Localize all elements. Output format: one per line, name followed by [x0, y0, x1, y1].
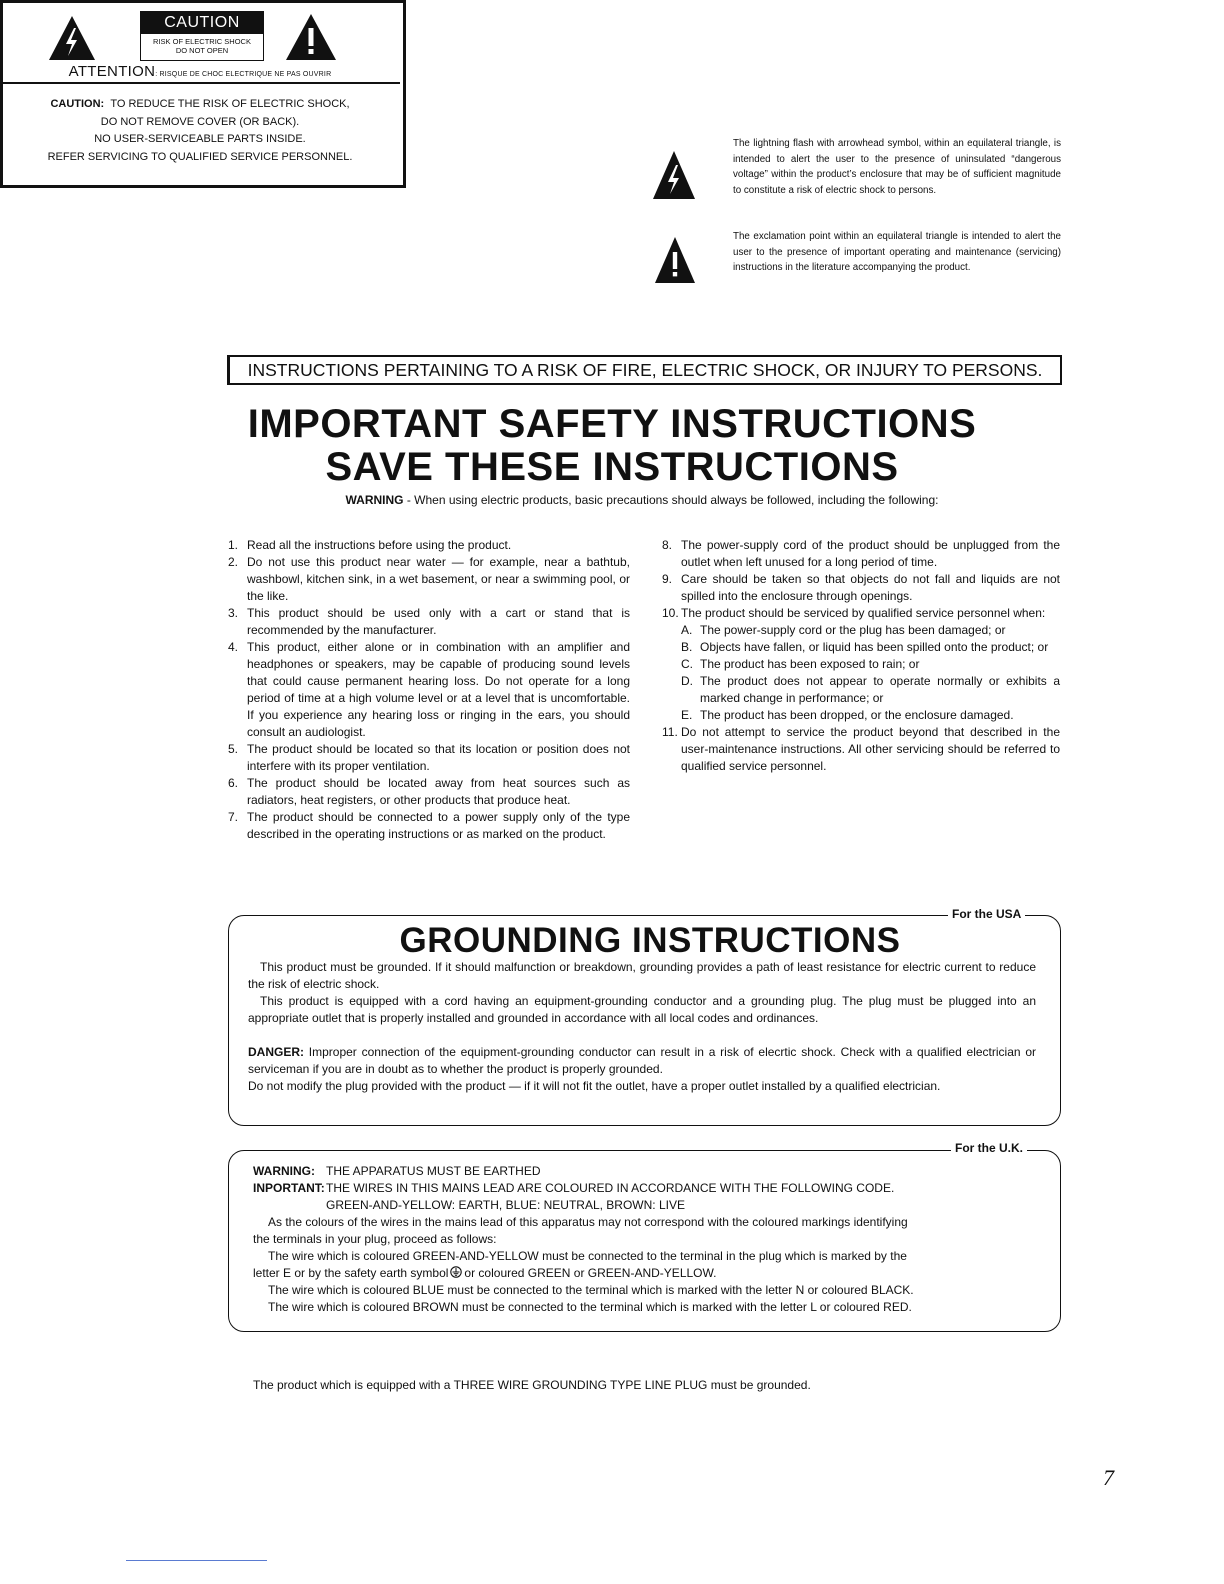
- sub-item-letter: B.: [681, 640, 693, 654]
- attention-line: [0, 63, 400, 81]
- grounding-para-4: Do not modify the plug provided with the product — if it will not fit the outlet, have a proper outlet installed by a qualified electrician.: [248, 1079, 941, 1093]
- instructions-right-column: [662, 537, 1060, 775]
- uk-line-2: the terminals in your plug, proceed as follows:: [253, 1232, 497, 1246]
- item-text: Do not attempt to service the product beyond that described in the user-maintenance instructions. All other servicing should be referred to qualified service personnel.: [681, 725, 1060, 773]
- list-item: [228, 741, 630, 775]
- list-item: [228, 639, 630, 741]
- grounding-title: GROUNDING INSTRUCTIONS: [399, 921, 901, 960]
- uk-warning-text: THE APPARATUS MUST BE EARTHED: [326, 1164, 541, 1178]
- item-text: This product, either alone or in combination with an amplifier and headphones or speakers, may be capable of producing sound levels that could cause permanent hearing loss. Do not operate for a long period of time at a high volume level or at a level that is uncomfortable. If you experience any hearing loss or ringing in the ears, you should consult an audiologist.: [247, 640, 630, 739]
- sub-item-letter: A.: [681, 623, 693, 637]
- warning-line: [0, 493, 1224, 507]
- uk-line-1: As the colours of the wires in the mains lead of this apparatus may not correspond with the coloured markings identifying: [268, 1215, 908, 1229]
- do-not-open-text: DO NOT OPEN: [175, 46, 229, 55]
- sub-item-text: The product has been exposed to rain; or: [700, 657, 920, 671]
- warning-text: - When using electric products, basic precautions should always be followed, including the following:: [403, 493, 939, 507]
- sub-item-letter: D.: [681, 674, 693, 688]
- uk-line-3: The wire which is coloured GREEN-AND-YELLOW must be connected to the terminal in the plug which is marked by the: [268, 1249, 907, 1263]
- caution-label-header: [0, 0, 400, 84]
- list-item: [662, 537, 1060, 571]
- item-number: 11.: [662, 725, 678, 739]
- footer-note: The product which is equipped with a THREE WIRE GROUNDING TYPE LINE PLUG must be grounded.: [253, 1378, 811, 1392]
- sub-item-letter: C.: [681, 657, 693, 671]
- danger-text: Improper connection of the equipment-grounding conductor can result in a risk of elecrtic shock. Check with a qualified electrician or serviceman if you are in doubt as to whether the product is properly grounded.: [248, 1045, 1036, 1076]
- caution-line-2: DO NOT REMOVE COVER (OR BACK).: [100, 115, 300, 128]
- sub-item: [681, 673, 1060, 707]
- caution-line-3: NO USER-SERVICEABLE PARTS INSIDE.: [94, 133, 306, 145]
- exclamation-symbol-text: The exclamation point within an equilateral triangle is intended to alert the user to the presence of important operating and maintenance (servicing) instructions in the literature accompanying the product.: [733, 231, 1061, 273]
- item-number: 1.: [228, 538, 239, 552]
- sub-item: [681, 639, 1060, 656]
- list-item: [662, 605, 1060, 622]
- grounding-body: [248, 959, 1036, 1095]
- list-item: [228, 605, 630, 639]
- caution-label-box: [0, 0, 406, 188]
- uk-line-4: [253, 1265, 717, 1282]
- lightning-symbol-text: The lightning flash with arrowhead symbol, within an equilateral triangle, is intended to alert the user to the presence of uninsulated “dangerous voltage” within the product’s enclosure that may be of sufficient magnitude to constitute a risk of electric shock to persons.: [733, 138, 1061, 196]
- item-text: Care should be taken so that objects do not fall and liquids are not spilled into the enclosure through openings.: [681, 572, 1060, 603]
- title-save-instructions: SAVE THESE INSTRUCTIONS: [325, 445, 899, 489]
- item-text: The product should be located away from heat sources such as radiators, heat registers, or other products that produce heat.: [247, 776, 630, 807]
- caution-body-line: [0, 96, 400, 114]
- exclamation-symbol-icon: [655, 237, 695, 283]
- uk-important-line: [253, 1180, 895, 1197]
- item-text: Do not use this product near water — for example, near a bathtub, washbowl, kitchen sink, in a wet basement, or near a swimming pool, or the like.: [247, 555, 630, 603]
- for-usa-tag: For the USA: [948, 907, 1025, 921]
- item-text: This product should be used only with a cart or stand that is recommended by the manufacturer.: [247, 606, 630, 637]
- item-number: 7.: [228, 810, 239, 824]
- grounding-para-2: This product is equipped with a cord having an equipment-grounding conductor and a grounding plug. The plug must be plugged into an appropriate outlet that is properly installed and grounded in accordance with all local codes and ordinances.: [248, 994, 1036, 1025]
- attention-word: ATTENTION: [68, 63, 156, 80]
- item-text: Read all the instructions before using the product.: [247, 538, 512, 552]
- uk-warning-label: WARNING:: [253, 1164, 315, 1178]
- item-number: 8.: [662, 538, 673, 552]
- exclamation-warning-icon: [286, 14, 336, 60]
- uk-warning-line: [253, 1163, 541, 1180]
- sub-item-text: The product does not appear to operate normally or exhibits a marked change in performance; or: [700, 674, 1060, 705]
- caution-word: CAUTION: [141, 12, 263, 34]
- lightning-symbol-icon: [653, 151, 695, 199]
- uk-important-label: INPORTANT:: [253, 1181, 325, 1195]
- warning-label: WARNING: [345, 493, 404, 507]
- sub-item-letter: E.: [681, 708, 693, 722]
- list-item: [228, 554, 630, 605]
- shock-risk-text: RISK OF ELECTRIC SHOCK: [153, 37, 251, 46]
- list-item: [228, 809, 630, 843]
- item-number: 10.: [662, 606, 679, 620]
- list-item: [228, 537, 630, 554]
- grounding-para-1: This product must be grounded. If it should malfunction or breakdown, grounding provides a path of least resistance for electric current to reduce the risk of electric shock.: [248, 960, 1036, 991]
- caution-line-4: REFER SERVICING TO QUALIFIED SERVICE PERSONNEL.: [47, 150, 353, 163]
- list-item: [662, 724, 1060, 775]
- caution-body: [0, 96, 400, 166]
- attention-french-text: : RISQUE DE CHOC ELECTRIQUE NE PAS OUVRIR: [155, 71, 332, 78]
- sub-item: [681, 656, 1060, 673]
- sub-item: [681, 707, 1060, 724]
- footer-rule: [126, 1560, 267, 1561]
- for-uk-tag: For the U.K.: [951, 1141, 1027, 1155]
- item-number: 5.: [228, 742, 239, 756]
- sub-list: [662, 622, 1060, 724]
- item-text: The product should be located so that its location or position does not interfere with its proper ventilation.: [247, 742, 630, 773]
- item-number: 9.: [662, 572, 673, 586]
- uk-line-6: The wire which is coloured BROWN must be connected to the terminal which is marked with the letter L or coloured RED.: [268, 1300, 912, 1314]
- item-number: 2.: [228, 555, 239, 569]
- uk-important-text: THE WIRES IN THIS MAINS LEAD ARE COLOURED IN ACCORDANCE WITH THE FOLLOWING CODE.: [326, 1181, 895, 1195]
- danger-paragraph: [248, 1044, 1036, 1078]
- item-number: 4.: [228, 640, 239, 654]
- risk-banner: INSTRUCTIONS PERTAINING TO A RISK OF FIRE, ELECTRIC SHOCK, OR INJURY TO PERSONS.: [227, 355, 1062, 385]
- page-number: 7: [1103, 1465, 1114, 1490]
- uk-line-4a: letter E or by the safety earth symbol: [253, 1266, 449, 1280]
- caution-prefix: CAUTION:: [50, 98, 105, 110]
- uk-code-line: GREEN-AND-YELLOW: EARTH, BLUE: NEUTRAL, BROWN: LIVE: [326, 1198, 685, 1212]
- item-number: 6.: [228, 776, 239, 790]
- sub-item-text: Objects have fallen, or liquid has been spilled onto the product; or: [700, 640, 1049, 654]
- caution-plate: [140, 11, 264, 61]
- item-text: The power-supply cord of the product should be unplugged from the outlet when left unused for a long period of time.: [681, 538, 1060, 569]
- sub-item-text: The product has been dropped, or the enclosure damaged.: [700, 708, 1014, 722]
- list-item: [228, 775, 630, 809]
- lightning-warning-icon: [49, 16, 95, 60]
- instructions-left-column: [228, 537, 630, 843]
- caution-line-1: TO REDUCE THE RISK OF ELECTRIC SHOCK,: [110, 98, 350, 110]
- sub-item-text: The power-supply cord or the plug has been damaged; or: [700, 623, 1006, 637]
- earth-symbol-icon: [449, 1266, 463, 1278]
- sub-item: [681, 622, 1060, 639]
- title-important-safety: IMPORTANT SAFETY INSTRUCTIONS: [247, 402, 977, 446]
- item-number: 3.: [228, 606, 239, 620]
- item-text: The product should be connected to a power supply only of the type described in the operating instructions or as marked on the product.: [247, 810, 630, 841]
- uk-line-5: The wire which is coloured BLUE must be connected to the terminal which is marked with the letter N or coloured BLACK.: [268, 1283, 914, 1297]
- list-item: [662, 571, 1060, 605]
- uk-line-4b: or coloured GREEN or GREEN-AND-YELLOW.: [464, 1266, 717, 1280]
- danger-label: DANGER:: [248, 1045, 304, 1059]
- item-text: The product should be serviced by qualified service personnel when:: [681, 606, 1046, 620]
